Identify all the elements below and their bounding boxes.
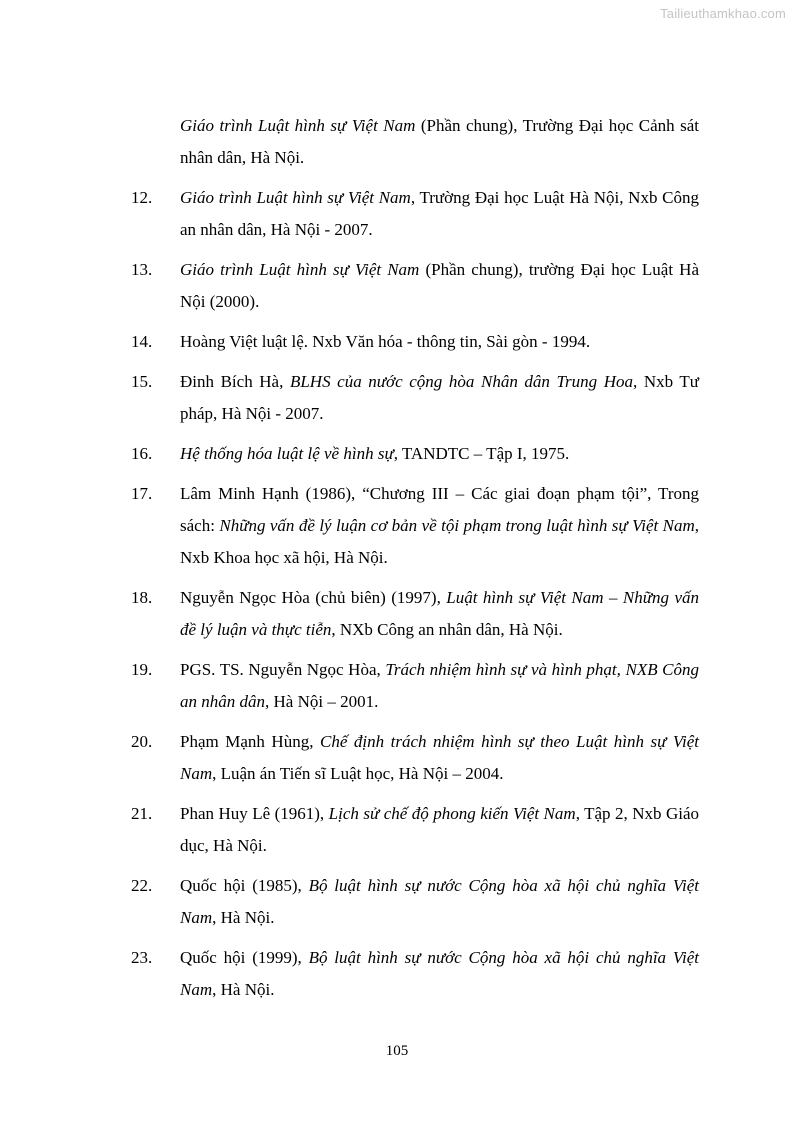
reference-entry [0, 870, 794, 934]
reference-title: Giáo trình Luật hình sự Việt Nam [180, 116, 416, 135]
reference-segment: , NXb Công an nhân dân, Hà Nội. [331, 620, 563, 639]
reference-title: Giáo trình Luật hình sự Việt Nam [180, 188, 411, 207]
reference-title: Bộ luật hình sự nước Cộng hòa xã hội chủ nghĩa Việt Nam [180, 876, 699, 927]
reference-number: 15. [131, 372, 153, 391]
reference-text [180, 654, 699, 718]
reference-text [180, 870, 699, 934]
reference-list [0, 110, 794, 1014]
reference-text [180, 326, 699, 358]
reference-number: 21. [131, 804, 153, 823]
reference-entry [0, 182, 794, 246]
reference-number: 19. [131, 660, 153, 679]
reference-segment: Quốc hội (1999), [180, 948, 309, 967]
reference-number: 16. [131, 444, 153, 463]
reference-entry [0, 942, 794, 1006]
reference-entry [0, 798, 794, 862]
reference-segment: Quốc hội (1985), [180, 876, 309, 895]
reference-segment: (Phần chung), trường Đại học Luật Hà Nội (2000). [180, 260, 699, 311]
reference-number: 14. [131, 332, 153, 351]
reference-number: 13. [131, 260, 153, 279]
reference-segment: Lâm Minh Hạnh (1986), “Chương III – Các giai đoạn phạm tội”, Trong sách: [180, 484, 699, 535]
reference-number: 20. [131, 732, 153, 751]
reference-text [180, 438, 699, 470]
reference-segment: , Luận án Tiến sĩ Luật học, Hà Nội – 2004. [212, 764, 504, 783]
reference-segment: , Nxb Tư pháp, Hà Nội - 2007. [180, 372, 699, 423]
reference-segment: Hoàng Việt luật lệ. Nxb Văn hóa - thông tin, Sài gòn - 1994. [180, 332, 591, 351]
reference-number: 12. [131, 188, 153, 207]
reference-text [180, 582, 699, 646]
reference-segment: , Hà Nội. [212, 980, 275, 999]
reference-segment: , Nxb Khoa học xã hội, Hà Nội. [180, 516, 699, 567]
reference-text [180, 478, 699, 574]
watermark: Tailieuthamkhao.com [660, 6, 786, 21]
reference-segment: Phạm Mạnh Hùng, [180, 732, 320, 751]
reference-entry [0, 254, 794, 318]
reference-number: 23. [131, 948, 153, 967]
reference-text [180, 254, 699, 318]
reference-entry [0, 110, 794, 174]
reference-segment: , Hà Nội. [212, 908, 275, 927]
reference-number: 22. [131, 876, 153, 895]
reference-title: Bộ luật hình sự nước Cộng hòa xã hội chủ nghĩa Việt Nam [180, 948, 699, 999]
reference-text [180, 182, 699, 246]
reference-title: Lịch sử chế độ phong kiến Việt Nam [328, 804, 576, 823]
reference-text [180, 798, 699, 862]
reference-entry [0, 326, 794, 358]
reference-title: Luật hình sự Việt Nam – Những vấn đề lý luận và thực tiễn [180, 588, 699, 639]
reference-number: 18. [131, 588, 153, 607]
reference-segment: Phan Huy Lê (1961), [180, 804, 329, 823]
reference-segment: PGS. TS. Nguyễn Ngọc Hòa, [180, 660, 386, 679]
reference-entry [0, 654, 794, 718]
reference-entry [0, 366, 794, 430]
reference-title: Giáo trình Luật hình sự Việt Nam [180, 260, 420, 279]
reference-entry [0, 582, 794, 646]
reference-entry [0, 726, 794, 790]
reference-text [180, 366, 699, 430]
reference-title: Những vấn đề lý luận cơ bản về tội phạm trong luật hình sự Việt Nam [219, 516, 695, 535]
reference-title: Trách nhiệm hình sự và hình phạt, NXB Công an nhân dân [180, 660, 700, 711]
reference-segment: , Trường Đại học Luật Hà Nội, Nxb Công an nhân dân, Hà Nội - 2007. [180, 188, 699, 239]
reference-entry [0, 478, 794, 574]
reference-segment: , Tập 2, Nxb Giáo dục, Hà Nội. [180, 804, 700, 855]
reference-segment: , Hà Nội – 2001. [265, 692, 379, 711]
reference-segment: , TANDTC – Tập I, 1975. [393, 444, 570, 463]
reference-entry [0, 438, 794, 470]
reference-text [180, 110, 699, 174]
reference-text [180, 726, 699, 790]
reference-segment: (Phần chung), Trường Đại học Cảnh sát nhân dân, Hà Nội. [180, 116, 699, 167]
reference-segment: Nguyễn Ngọc Hòa (chủ biên) (1997), [180, 588, 447, 607]
page-number: 105 [385, 1043, 409, 1059]
reference-title: Hệ thống hóa luật lệ về hình sự [180, 444, 394, 463]
reference-number: 17. [131, 484, 153, 503]
reference-title: BLHS của nước cộng hòa Nhân dân Trung Hoa [289, 372, 633, 391]
reference-segment: Đinh Bích Hà, [180, 372, 290, 391]
reference-text [180, 942, 699, 1006]
reference-title: Chế định trách nhiệm hình sự theo Luật hình sự Việt Nam [180, 732, 699, 783]
